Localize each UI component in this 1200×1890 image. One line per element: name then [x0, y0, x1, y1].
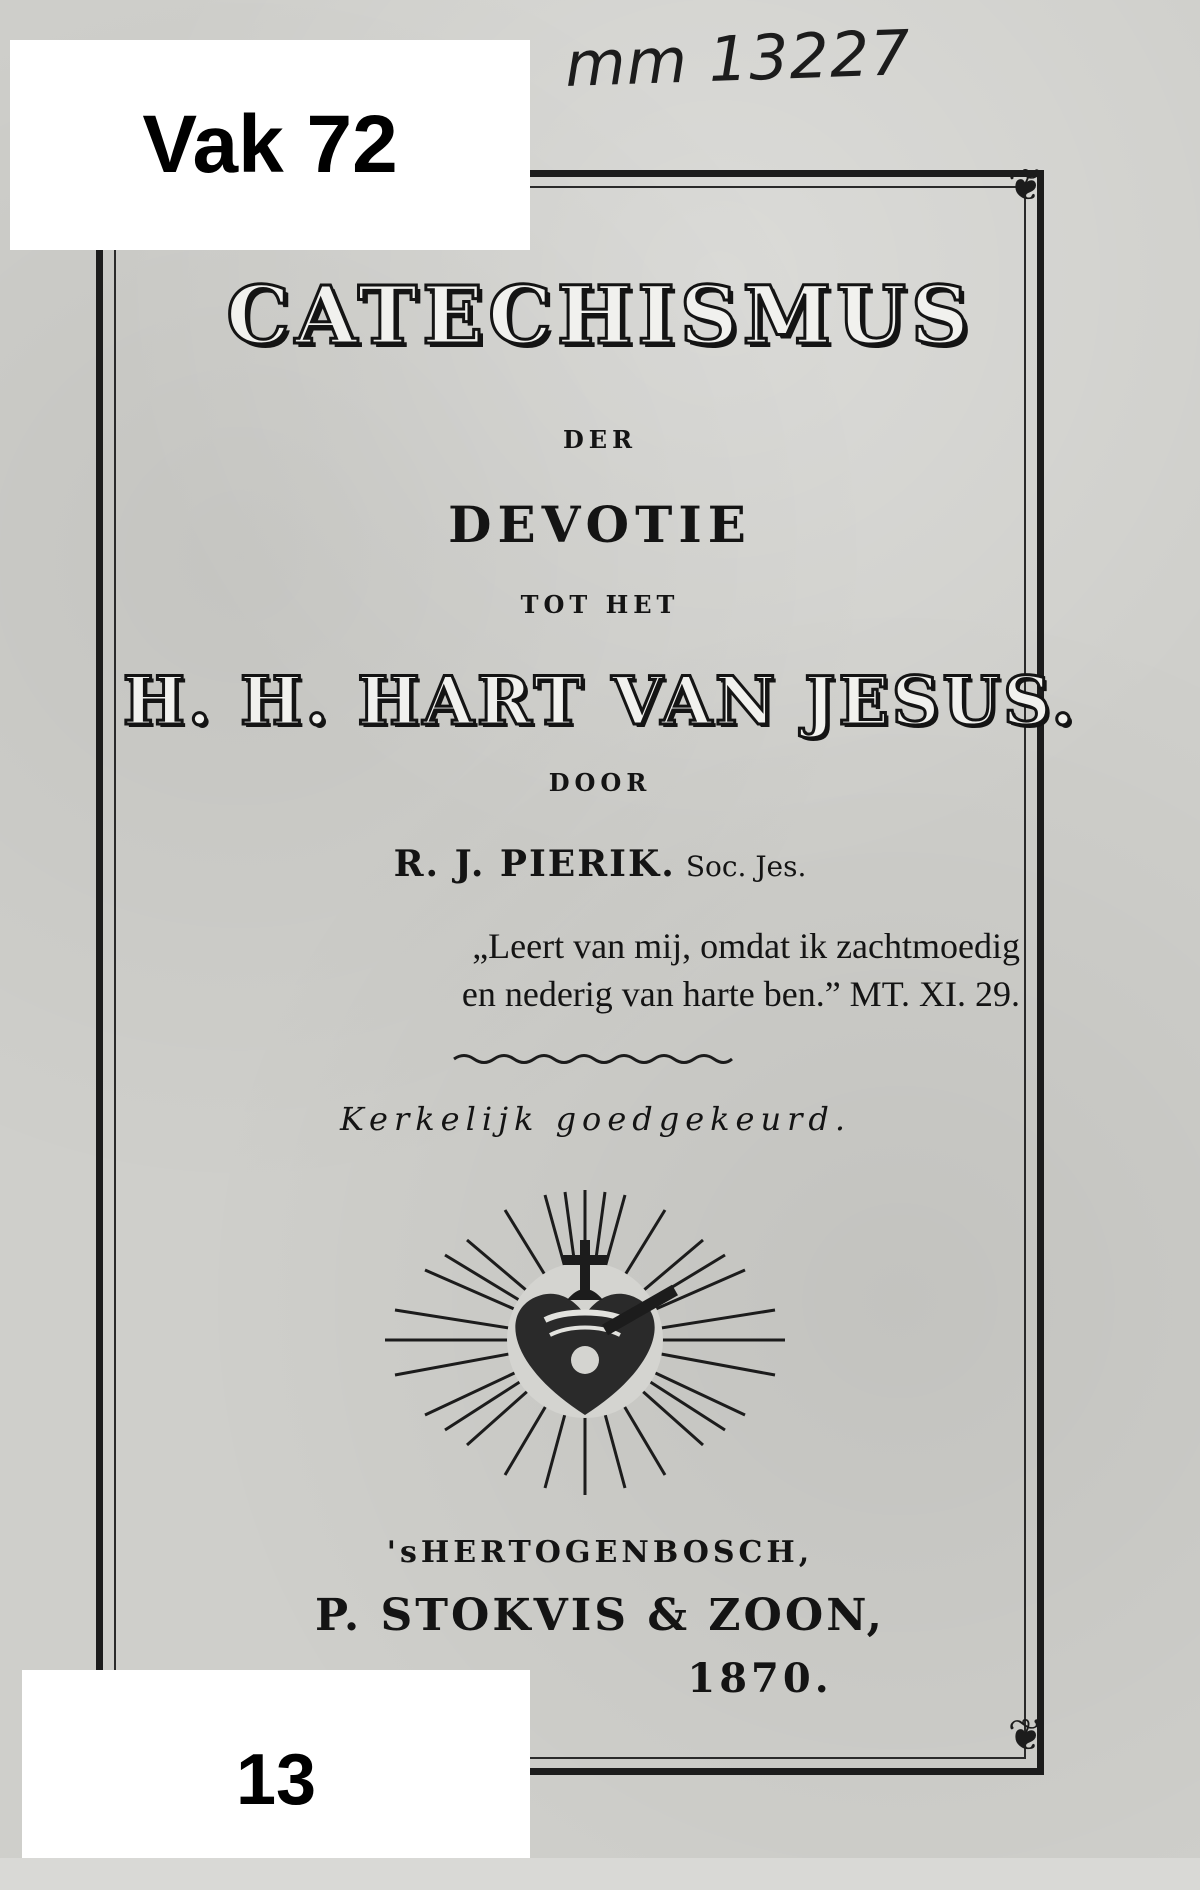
decorative-wave-rule [452, 1052, 734, 1066]
scripture-quote [360, 925, 1020, 1015]
approval-note: Kerkelijk goedgekeurd. [340, 1100, 852, 1138]
book-title: CATECHISMUS [226, 268, 974, 362]
publication-year: 1870. [687, 1655, 833, 1702]
publisher-name: P. STOKVIS & ZOON, [315, 1590, 885, 1641]
sacred-heart-sunburst-icon [375, 1180, 795, 1500]
word-devotie: DEVOTIE [448, 495, 752, 554]
quote-line-2: en nederig van harte ben.” MT. XI. 29. [461, 974, 1020, 1014]
author-order: Soc. Jes. [685, 850, 807, 883]
ornament-corner-bottom-right-icon: ❦ [1007, 1710, 1045, 1761]
ornament-corner-top-right-icon: ❦ [1007, 160, 1045, 211]
publication-city: 'sHERTOGENBOSCH, [386, 1535, 814, 1570]
shelf-label-bottom: 13 [22, 1670, 530, 1858]
word-door: DOOR [548, 768, 652, 797]
subject-title: H. H. HART VAN JESUS. [122, 662, 1078, 740]
author-line [0, 843, 1200, 885]
shelf-label-top: Vak 72 [10, 40, 530, 250]
author-name: R. J. PIERIK. [393, 843, 676, 885]
word-der: DER [562, 425, 638, 454]
quote-line-1: „Leert van mij, omdat ik zachtmoedig [472, 926, 1020, 966]
word-tot-het: TOT HET [520, 590, 680, 619]
handwritten-catalog-number: mm 13227 [563, 15, 912, 102]
